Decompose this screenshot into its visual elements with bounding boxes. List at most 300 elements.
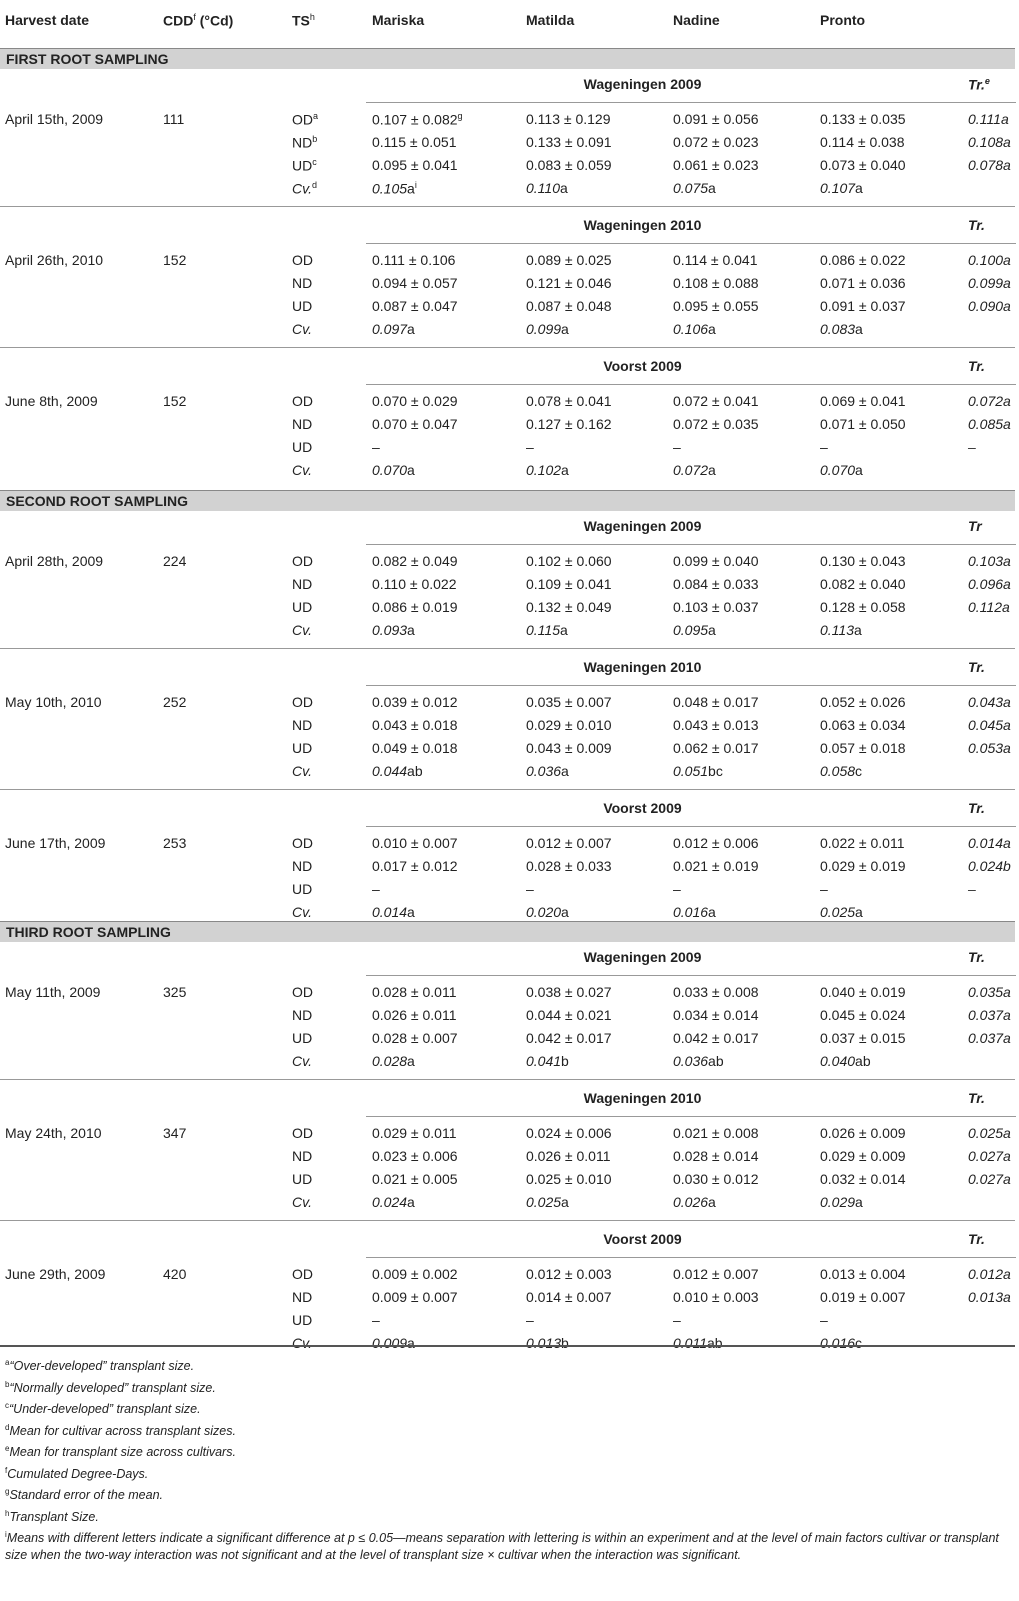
tr-value: 0.100a [968, 252, 1011, 268]
cv-value [673, 1335, 723, 1351]
cv-mean: 0.072 [673, 462, 709, 478]
cv-label-text: Cv. [292, 622, 312, 638]
cell-value [372, 157, 458, 173]
cell-value [820, 1171, 906, 1187]
cv-label-text: Cv. [292, 1053, 312, 1069]
ts-label: ND [292, 1007, 313, 1023]
ts-label: ND [292, 858, 313, 874]
table-row [0, 1266, 1019, 1289]
ts-label: UD [292, 1312, 313, 1328]
transplant-size [292, 1312, 312, 1328]
cell-value [526, 1030, 612, 1046]
cell-text: 0.037 ± 0.015 [820, 1030, 906, 1046]
cell-value [820, 576, 906, 592]
cdd-value: 152 [163, 393, 187, 409]
cell-value [372, 111, 463, 128]
cell-text: 0.063 ± 0.034 [820, 717, 906, 733]
ts-label: ND [292, 717, 313, 733]
footnote-text: Cumulated Degree-Days. [7, 1467, 149, 1482]
cv-label [292, 180, 317, 197]
cdd-value: 253 [163, 835, 187, 851]
cell-value [673, 599, 759, 615]
cell-value [526, 416, 612, 432]
cell-text: 0.128 ± 0.058 [820, 599, 906, 615]
table-row [0, 393, 1019, 416]
cell-value [526, 1266, 612, 1282]
transplant-size [292, 1007, 312, 1023]
harvest-date: May 24th, 2010 [5, 1125, 102, 1141]
cv-value [820, 904, 863, 920]
cv-value [820, 622, 862, 638]
cell-text: 0.012 ± 0.003 [526, 1266, 612, 1282]
cv-label-text: Cv. [292, 763, 312, 779]
cv-label [292, 904, 312, 920]
footnote [5, 1483, 1013, 1504]
cell-value [372, 1171, 458, 1187]
site-heading: Wageningen 2009 [583, 76, 702, 92]
experiment-block [0, 942, 1019, 1084]
cv-value [820, 1335, 862, 1351]
cell-text: 0.086 ± 0.022 [820, 252, 906, 268]
cell-value [372, 576, 457, 592]
cell-text: 0.012 ± 0.006 [673, 835, 759, 851]
tr-heading [968, 358, 985, 374]
tr-heading [968, 949, 985, 965]
cell-text: 0.071 ± 0.036 [820, 275, 906, 291]
cv-letter: a [708, 321, 716, 337]
cell-value [673, 1289, 759, 1305]
cv-letter: ab [855, 1053, 871, 1069]
col-cultivar: Pronto [820, 12, 866, 28]
cv-value [673, 1194, 716, 1210]
cell-text: 0.103 ± 0.037 [673, 599, 759, 615]
cell-value [820, 111, 906, 127]
section-title: THIRD ROOT SAMPLING [6, 924, 171, 940]
cell-value [820, 599, 906, 615]
cell-sup: g [457, 111, 463, 121]
cv-letter: a [854, 622, 862, 638]
tr-heading [968, 1090, 985, 1106]
table-row [0, 252, 1019, 275]
cell-value [526, 599, 612, 615]
ts-label: ND [292, 275, 313, 291]
ts-label: UD [292, 298, 313, 314]
cv-mean: 0.040 [820, 1053, 856, 1069]
table-row [0, 416, 1019, 439]
section-header [0, 921, 1015, 942]
cdd-value: 111 [163, 111, 185, 127]
cell-text: 0.026 ± 0.011 [372, 1007, 457, 1023]
cell-value [673, 134, 759, 150]
tr-value: 0.078a [968, 157, 1011, 173]
table-row [0, 858, 1019, 881]
col-cultivar: Matilda [526, 12, 575, 28]
cell-text: 0.133 ± 0.091 [526, 134, 612, 150]
cell-value [372, 1148, 458, 1164]
tr-label: Tr. [968, 1090, 985, 1106]
cv-value [372, 321, 415, 337]
tr-sup: e [984, 76, 990, 86]
tr-value: 0.014a [968, 835, 1011, 851]
cell-value [673, 111, 759, 127]
cv-letter: a [407, 321, 415, 337]
cell-text: 0.094 ± 0.057 [372, 275, 458, 291]
ts-label: OD [292, 393, 313, 409]
tr-value: 0.027a [968, 1148, 1011, 1164]
cell-value [820, 275, 906, 291]
cv-letter: a [560, 180, 568, 196]
cv-letter: a [407, 1053, 415, 1069]
cell-text: 0.024 ± 0.006 [526, 1125, 612, 1141]
footnote-text: Means with different letters indicate a significant difference at p ≤ 0.05—means separation with lettering is within an experiment and at the level of main factors cultivar or transplant size when the two-way interaction was not significant and at the level of transplant size × cultivar when the interaction was significant. [5, 1531, 999, 1563]
site-heading: Wageningen 2009 [583, 518, 702, 534]
block-separator [0, 347, 1015, 348]
cell-value [820, 1266, 906, 1282]
cv-letter: a [407, 622, 415, 638]
cv-row [0, 763, 1019, 786]
cell-value [372, 252, 455, 268]
cv-letter: a [561, 763, 569, 779]
footnote [5, 1505, 1013, 1526]
table-bottom-rule [0, 1345, 1015, 1347]
cell-value [673, 835, 759, 851]
site-rule [366, 384, 1016, 385]
cv-value [526, 622, 568, 638]
cell-text: 0.043 ± 0.013 [673, 717, 759, 733]
cv-mean: 0.041 [526, 1053, 562, 1069]
cell-text: 0.091 ± 0.056 [673, 111, 759, 127]
cv-mean: 0.070 [372, 462, 408, 478]
cell-value [820, 858, 906, 874]
harvest-date: May 10th, 2010 [5, 694, 102, 710]
cv-sup: i [414, 180, 417, 190]
cell-text: 0.030 ± 0.012 [673, 1171, 759, 1187]
cdd-value: 347 [163, 1125, 187, 1141]
table-row [0, 134, 1019, 157]
cv-label-text: Cv. [292, 1194, 312, 1210]
cv-label-text: Cv. [292, 904, 312, 920]
cell-value [526, 694, 612, 710]
cell-text: 0.132 ± 0.049 [526, 599, 612, 615]
cdd-value: 252 [163, 694, 187, 710]
tr-value: 0.013a [968, 1289, 1011, 1305]
tr-heading [968, 217, 985, 233]
cell-text: 0.108 ± 0.088 [673, 275, 759, 291]
cell-value [372, 1289, 458, 1305]
footnote [5, 1419, 1013, 1440]
cell-value [372, 298, 458, 314]
cell-text: 0.032 ± 0.014 [820, 1171, 906, 1187]
cv-value [673, 180, 716, 196]
cv-value [526, 1335, 569, 1351]
tr-value: – [968, 439, 976, 455]
cell-value [526, 252, 612, 268]
footnote-mark: g [5, 1487, 10, 1496]
ts-label: OD [292, 553, 313, 569]
cdd-value: 224 [163, 553, 187, 569]
cell-text: 0.040 ± 0.019 [820, 984, 906, 1000]
cv-letter: bc [708, 763, 723, 779]
cell-text: – [372, 439, 380, 455]
ts-label: OD [292, 1266, 313, 1282]
cv-letter: a [708, 622, 716, 638]
cv-letter: a [407, 1194, 415, 1210]
cv-label [292, 622, 312, 638]
block-separator [0, 648, 1015, 649]
table-row [0, 157, 1019, 180]
cell-text: 0.045 ± 0.024 [820, 1007, 906, 1023]
cv-value [820, 1194, 863, 1210]
cell-value [820, 134, 905, 150]
ts-label: OD [292, 694, 313, 710]
cell-value [673, 1030, 759, 1046]
cv-mean: 0.036 [673, 1053, 709, 1069]
harvest-date: April 26th, 2010 [5, 252, 104, 268]
cv-letter: a [561, 462, 569, 478]
table-header [0, 0, 1019, 42]
experiment-block [0, 351, 1019, 493]
footnote-mark: f [5, 1466, 8, 1475]
cell-value [372, 881, 380, 897]
cv-mean: 0.025 [526, 1194, 562, 1210]
cell-value [372, 1266, 458, 1282]
tr-value: 0.025a [968, 1125, 1011, 1141]
cv-label-text: Cv. [292, 462, 312, 478]
cell-value [372, 984, 457, 1000]
cell-text: 0.009 ± 0.002 [372, 1266, 458, 1282]
cell-value [820, 881, 828, 897]
harvest-date: June 29th, 2009 [5, 1266, 106, 1282]
cv-value [526, 763, 569, 779]
cell-text: 0.028 ± 0.007 [372, 1030, 458, 1046]
ts-label: ND [292, 416, 313, 432]
cv-mean: 0.058 [820, 763, 856, 779]
cell-text: 0.043 ± 0.018 [372, 717, 458, 733]
cell-text: 0.057 ± 0.018 [820, 740, 906, 756]
cell-text: 0.095 ± 0.041 [372, 157, 458, 173]
cell-value [820, 1312, 828, 1328]
cell-value [526, 553, 612, 569]
footnote-text: Mean for cultivar across transplant sizes. [9, 1424, 236, 1439]
tr-value: 0.012a [968, 1266, 1011, 1282]
cv-label-text: Cv. [292, 180, 312, 197]
cv-letter: a [407, 462, 415, 478]
cell-value [526, 157, 612, 173]
transplant-size [292, 157, 317, 174]
table-row [0, 111, 1019, 134]
cell-text: 0.070 ± 0.047 [372, 416, 458, 432]
cell-text: 0.012 ± 0.007 [526, 835, 612, 851]
cell-value [526, 740, 612, 756]
ts-label: ND [292, 576, 313, 592]
cell-text: 0.043 ± 0.009 [526, 740, 612, 756]
site-rule [366, 102, 1016, 103]
tr-value: 0.027a [968, 1171, 1011, 1187]
cell-value [372, 1030, 458, 1046]
cell-value [372, 740, 458, 756]
tr-value: 0.108a [968, 134, 1011, 150]
cv-mean: 0.051 [673, 763, 709, 779]
site-heading: Wageningen 2010 [583, 217, 702, 233]
cv-letter: c [855, 763, 863, 779]
cell-text: 0.026 ± 0.011 [526, 1148, 611, 1164]
cv-label [292, 462, 312, 478]
transplant-size [292, 858, 312, 874]
table-row [0, 717, 1019, 740]
cell-value [372, 835, 458, 851]
cell-text: – [372, 1312, 380, 1328]
transplant-size [292, 439, 312, 455]
tr-value: 0.037a [968, 1030, 1011, 1046]
tr-value: – [968, 881, 976, 897]
cv-value [372, 1335, 415, 1351]
table-row [0, 275, 1019, 298]
cell-text: 0.073 ± 0.040 [820, 157, 906, 173]
transplant-size [292, 416, 312, 432]
cv-value [820, 763, 862, 779]
cell-value [820, 984, 906, 1000]
cell-text: 0.087 ± 0.048 [526, 298, 612, 314]
block-separator [0, 1220, 1015, 1221]
ts-label: UD [292, 1171, 313, 1187]
cell-text: 0.029 ± 0.011 [372, 1125, 457, 1141]
cv-row [0, 321, 1019, 344]
tr-value: 0.099a [968, 275, 1011, 291]
ts-label: TS [292, 12, 310, 29]
footnote-text: “Normally developed” transplant size. [9, 1381, 216, 1396]
cell-value [820, 393, 906, 409]
cell-value [673, 157, 759, 173]
transplant-size [292, 553, 313, 569]
table-row [0, 984, 1019, 1007]
cv-mean: 0.013 [526, 1335, 562, 1351]
table-row [0, 1312, 1019, 1335]
ts-sup: c [312, 157, 317, 167]
cell-value [526, 1289, 612, 1305]
cdd-value: 420 [163, 1266, 187, 1282]
site-heading: Voorst 2009 [603, 1231, 682, 1247]
cell-text: 0.025 ± 0.010 [526, 1171, 612, 1187]
table-row [0, 1125, 1019, 1148]
cell-text: 0.034 ± 0.014 [673, 1007, 759, 1023]
transplant-size [292, 111, 318, 128]
cell-text: 0.061 ± 0.023 [673, 157, 759, 173]
cv-value [673, 622, 716, 638]
cell-value [372, 599, 458, 615]
cell-text: 0.082 ± 0.049 [372, 553, 458, 569]
tr-label: Tr. [968, 217, 985, 233]
tr-value: 0.112a [968, 599, 1010, 615]
tr-label: Tr. [968, 358, 985, 374]
cv-letter: a [407, 180, 415, 197]
tr-value: 0.085a [968, 416, 1011, 432]
cell-value [820, 439, 828, 455]
footnote-mark: b [5, 1380, 10, 1389]
ts-label: OD [292, 1125, 313, 1141]
cell-text: 0.062 ± 0.017 [673, 740, 759, 756]
cell-value [526, 717, 612, 733]
cell-value [526, 984, 612, 1000]
cell-text: 0.010 ± 0.003 [673, 1289, 759, 1305]
cdd-value: 325 [163, 984, 187, 1000]
cell-text: 0.072 ± 0.035 [673, 416, 759, 432]
transplant-size [292, 740, 312, 756]
cell-value [820, 157, 906, 173]
col-cdd [163, 12, 233, 29]
footnote [5, 1354, 1013, 1375]
cell-value [526, 393, 612, 409]
cell-value [820, 1125, 906, 1141]
cell-text: 0.069 ± 0.041 [820, 393, 906, 409]
ts-label: OD [292, 111, 313, 128]
cell-value [526, 134, 612, 150]
footnote-mark: a [5, 1358, 10, 1367]
cell-text: 0.084 ± 0.033 [673, 576, 759, 592]
experiment-block [0, 793, 1019, 935]
transplant-size [292, 1148, 312, 1164]
tr-label: Tr. [968, 1231, 985, 1247]
cv-label [292, 1194, 312, 1210]
cv-label [292, 1335, 312, 1351]
cv-letter: b [561, 1335, 569, 1351]
cell-value [673, 694, 759, 710]
cv-value [372, 1194, 415, 1210]
cell-value [673, 984, 759, 1000]
cell-value [820, 740, 906, 756]
cell-value [673, 1148, 759, 1164]
cell-value [820, 1030, 906, 1046]
cdd-label: CDD [163, 12, 194, 29]
cv-value [372, 904, 415, 920]
cell-text: 0.133 ± 0.035 [820, 111, 906, 127]
footnote-text: Transplant Size. [9, 1510, 99, 1525]
cell-value [526, 858, 612, 874]
harvest-date: June 8th, 2009 [5, 393, 98, 409]
cell-text: 0.070 ± 0.029 [372, 393, 458, 409]
cell-value [673, 1125, 759, 1141]
tr-heading [968, 76, 990, 93]
transplant-size [292, 1125, 313, 1141]
footnote-mark: d [5, 1423, 10, 1432]
cell-text: 0.111 ± 0.106 [372, 252, 456, 268]
tr-heading [968, 518, 982, 534]
tr-value: 0.037a [968, 1007, 1011, 1023]
cell-text: 0.086 ± 0.019 [372, 599, 458, 615]
cell-value [372, 134, 457, 150]
transplant-size [292, 134, 317, 151]
footnote [5, 1462, 1013, 1483]
table-row [0, 1030, 1019, 1053]
table-row [0, 740, 1019, 763]
site-rule [366, 1116, 1016, 1117]
cell-text: 0.114 ± 0.041 [673, 252, 758, 268]
cell-value [673, 1266, 759, 1282]
cv-letter: a [561, 1194, 569, 1210]
tr-value: 0.053a [968, 740, 1011, 756]
cv-mean: 0.102 [526, 462, 562, 478]
table-row [0, 576, 1019, 599]
cell-text: – [820, 439, 828, 455]
ts-sup: h [309, 12, 315, 22]
cell-text: 0.028 ± 0.033 [526, 858, 612, 874]
tr-value: 0.024b [968, 858, 1011, 874]
cell-text: 0.012 ± 0.007 [673, 1266, 759, 1282]
ts-label: UD [292, 1030, 313, 1046]
cv-mean: 0.020 [526, 904, 562, 920]
cell-text: 0.026 ± 0.009 [820, 1125, 906, 1141]
tr-heading [968, 1231, 985, 1247]
cv-value [526, 321, 569, 337]
